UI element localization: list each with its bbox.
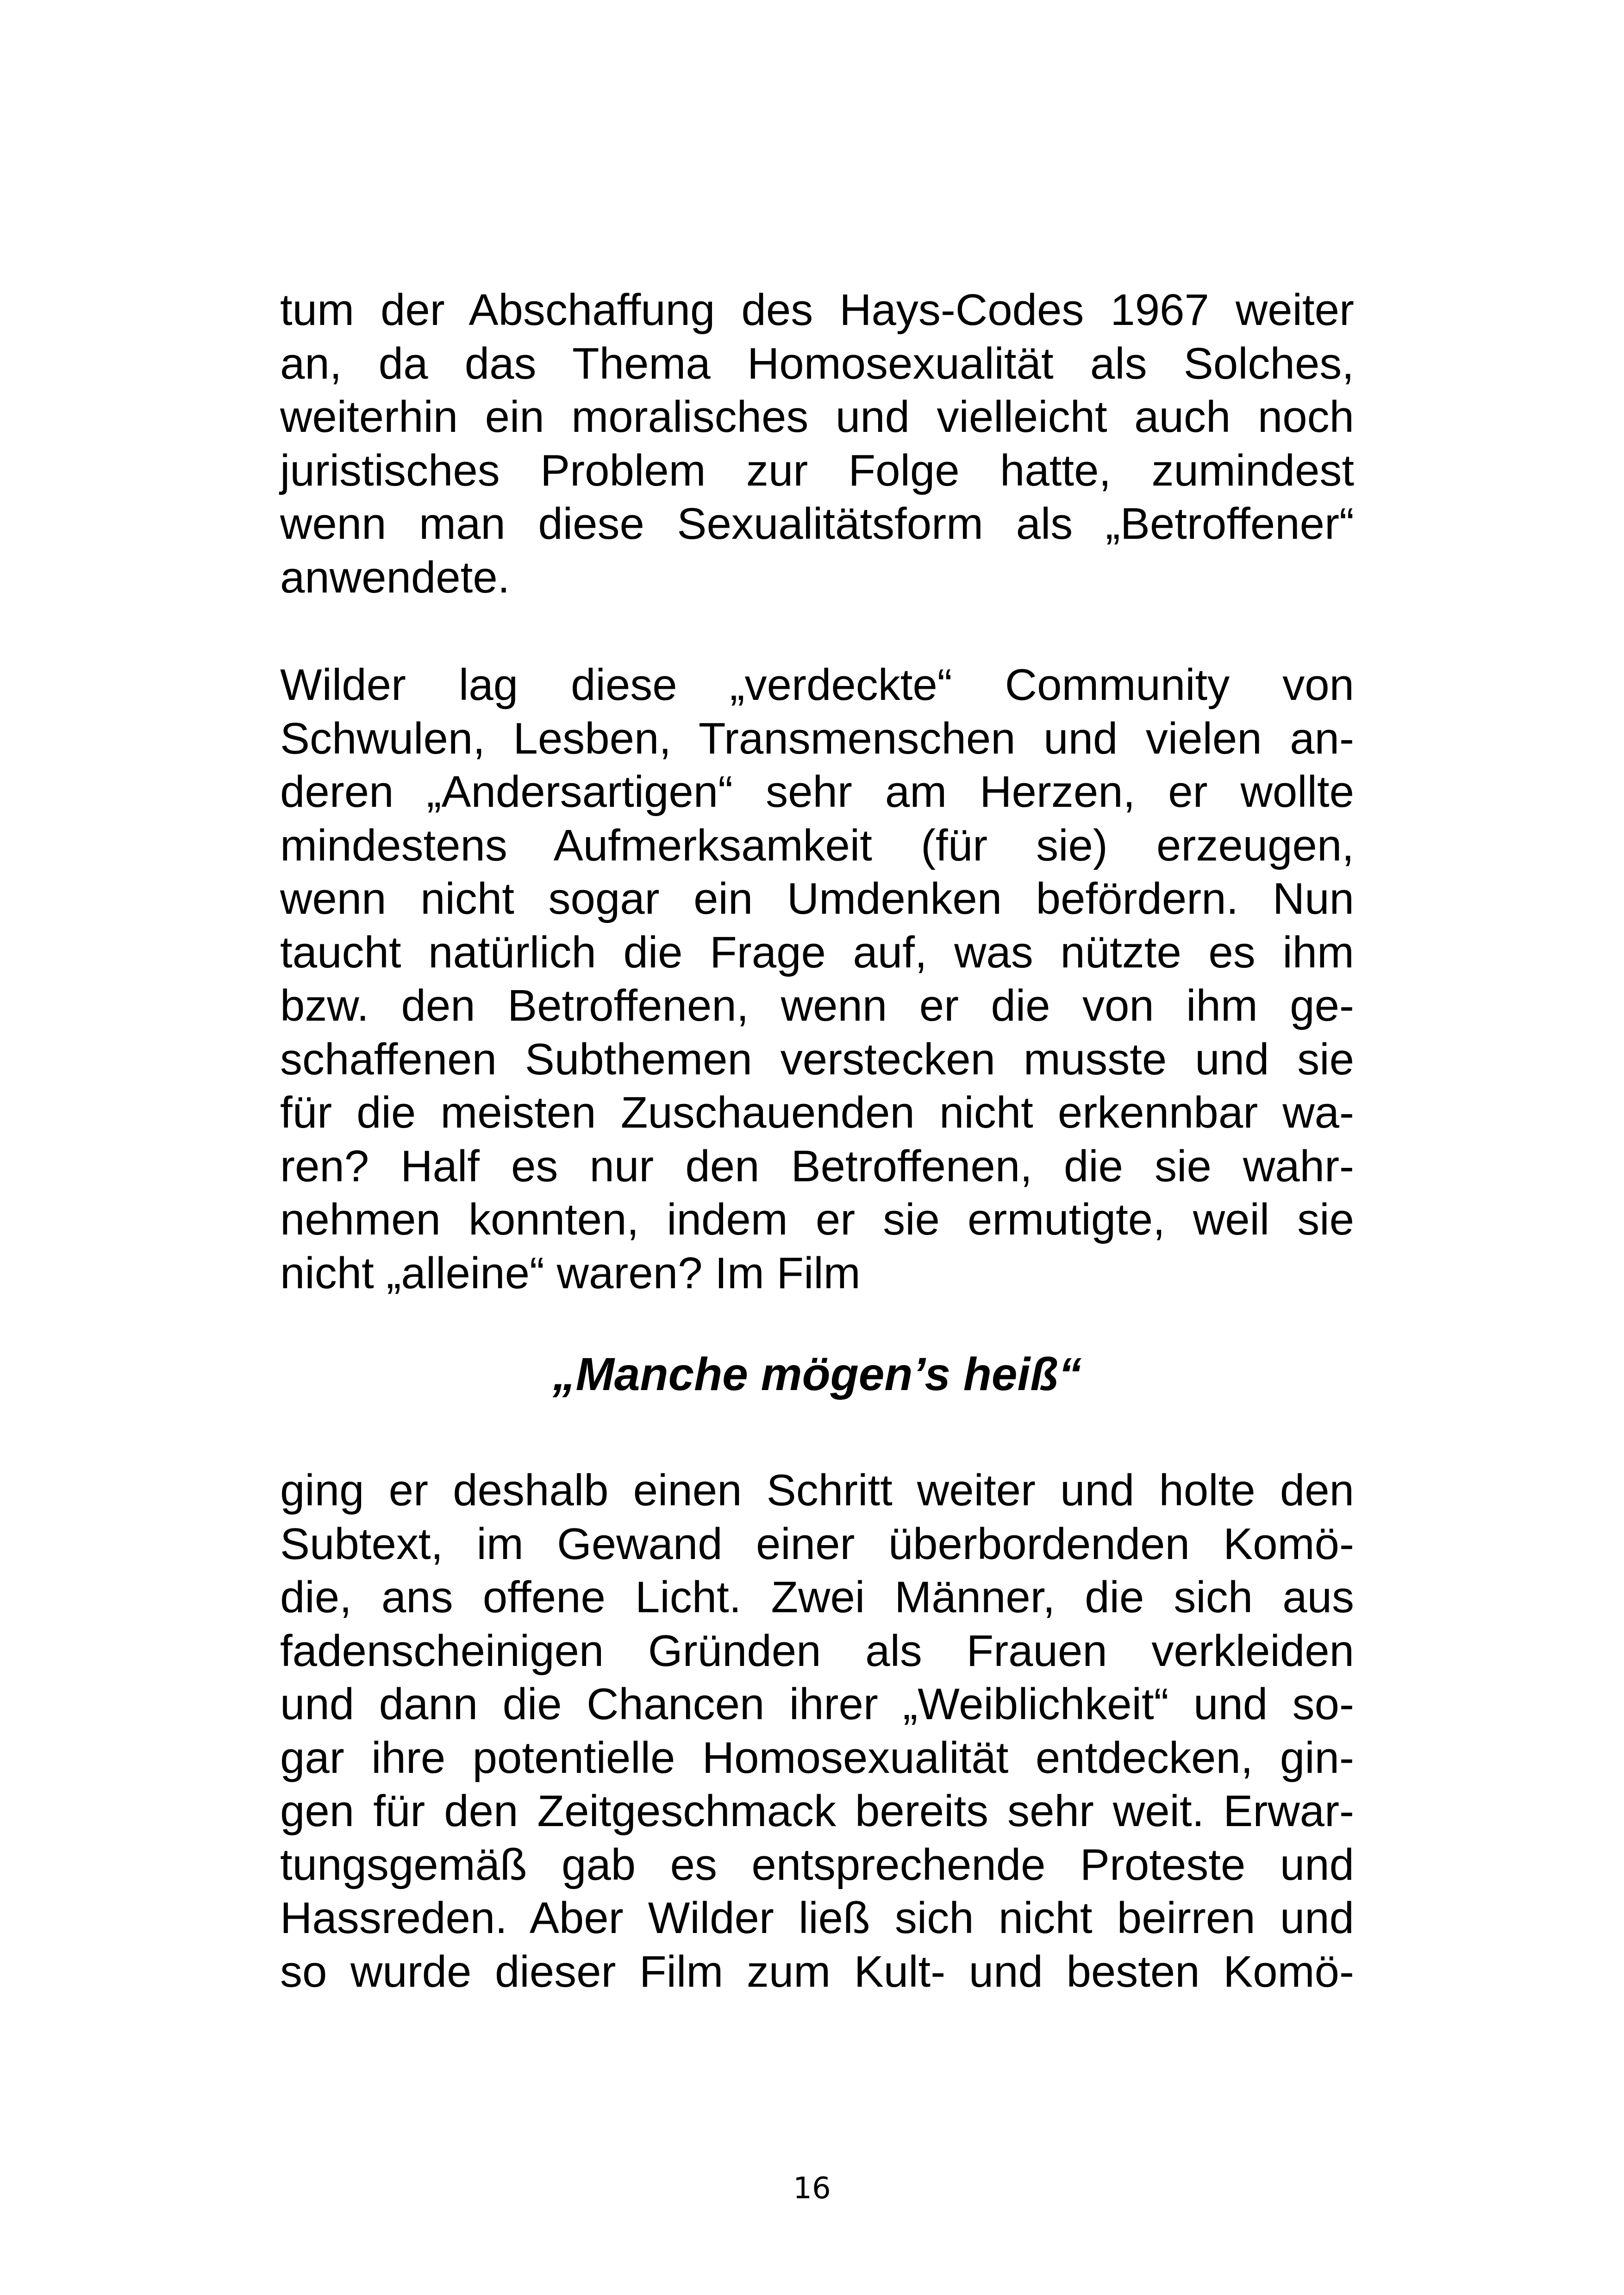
paragraph-3 <box>280 1464 1354 1998</box>
text-line: weiterhin ein moralisches und vielleicht auch noch <box>280 392 1354 442</box>
page-number: 16 <box>793 2171 831 2206</box>
text-line: Wilder lag diese „verdeckte“ Community von <box>280 660 1354 710</box>
text-line: ging er deshalb einen Schritt weiter und holte den <box>280 1466 1354 1515</box>
paragraph-1 <box>280 283 1354 604</box>
film-title-heading: „Manche mögen’s heiß“ <box>552 1348 1082 1400</box>
text-line: taucht natürlich die Frage auf, was nützte es ihm <box>280 927 1354 977</box>
text-line: Hassreden. Aber Wilder ließ sich nicht beirren und <box>280 1893 1354 1943</box>
text-line: gar ihre potentielle Homosexualität entdecken, gin- <box>280 1733 1354 1783</box>
text-line: anwendete. <box>280 552 510 602</box>
text-line: bzw. den Betroffenen, wenn er die von ihm ge- <box>280 981 1354 1030</box>
text-line: juristisches Problem zur Folge hatte, zumindest <box>280 445 1354 495</box>
text-line: und dann die Chancen ihrer „Weiblichkeit“ und so- <box>280 1679 1354 1729</box>
text-line: so wurde dieser Film zum Kult- und besten Komö- <box>280 1946 1354 1996</box>
text-line: nicht „alleine“ waren? Im Film <box>280 1248 861 1298</box>
text-line: Subtext, im Gewand einer überbordenden Komö- <box>280 1519 1354 1569</box>
text-line: deren „Andersartigen“ sehr am Herzen, er wollte <box>280 767 1354 817</box>
text-line: für die meisten Zuschauenden nicht erkennbar wa- <box>280 1088 1354 1137</box>
text-line: fadenscheinigen Gründen als Frauen verkleiden <box>280 1626 1354 1676</box>
text-line: tum der Abschaffung des Hays-Codes 1967 weiter <box>280 285 1354 335</box>
text-line: wenn nicht sogar ein Umdenken befördern. Nun <box>280 874 1354 923</box>
text-line: ren? Half es nur den Betroffenen, die sie wahr- <box>280 1141 1354 1191</box>
text-line: Schwulen, Lesben, Transmenschen und vielen an- <box>280 713 1354 763</box>
text-line: mindestens Aufmerksamkeit (für sie) erzeugen, <box>280 820 1354 870</box>
text-line: wenn man diese Sexualitätsform als „Betroffener“ <box>280 499 1354 549</box>
paragraph-2 <box>280 658 1354 1300</box>
text-line: an, da das Thema Homosexualität als Solches, <box>280 338 1354 388</box>
text-line: schaffenen Subthemen verstecken musste und sie <box>280 1034 1354 1084</box>
text-line: die, ans offene Licht. Zwei Männer, die sich aus <box>280 1572 1354 1622</box>
text-line: tungsgemäß gab es entsprechende Proteste und <box>280 1840 1354 1890</box>
text-line: gen für den Zeitgeschmack bereits sehr weit. Erwar- <box>280 1786 1354 1836</box>
text-line: nehmen konnten, indem er sie ermutigte, weil sie <box>280 1195 1354 1244</box>
